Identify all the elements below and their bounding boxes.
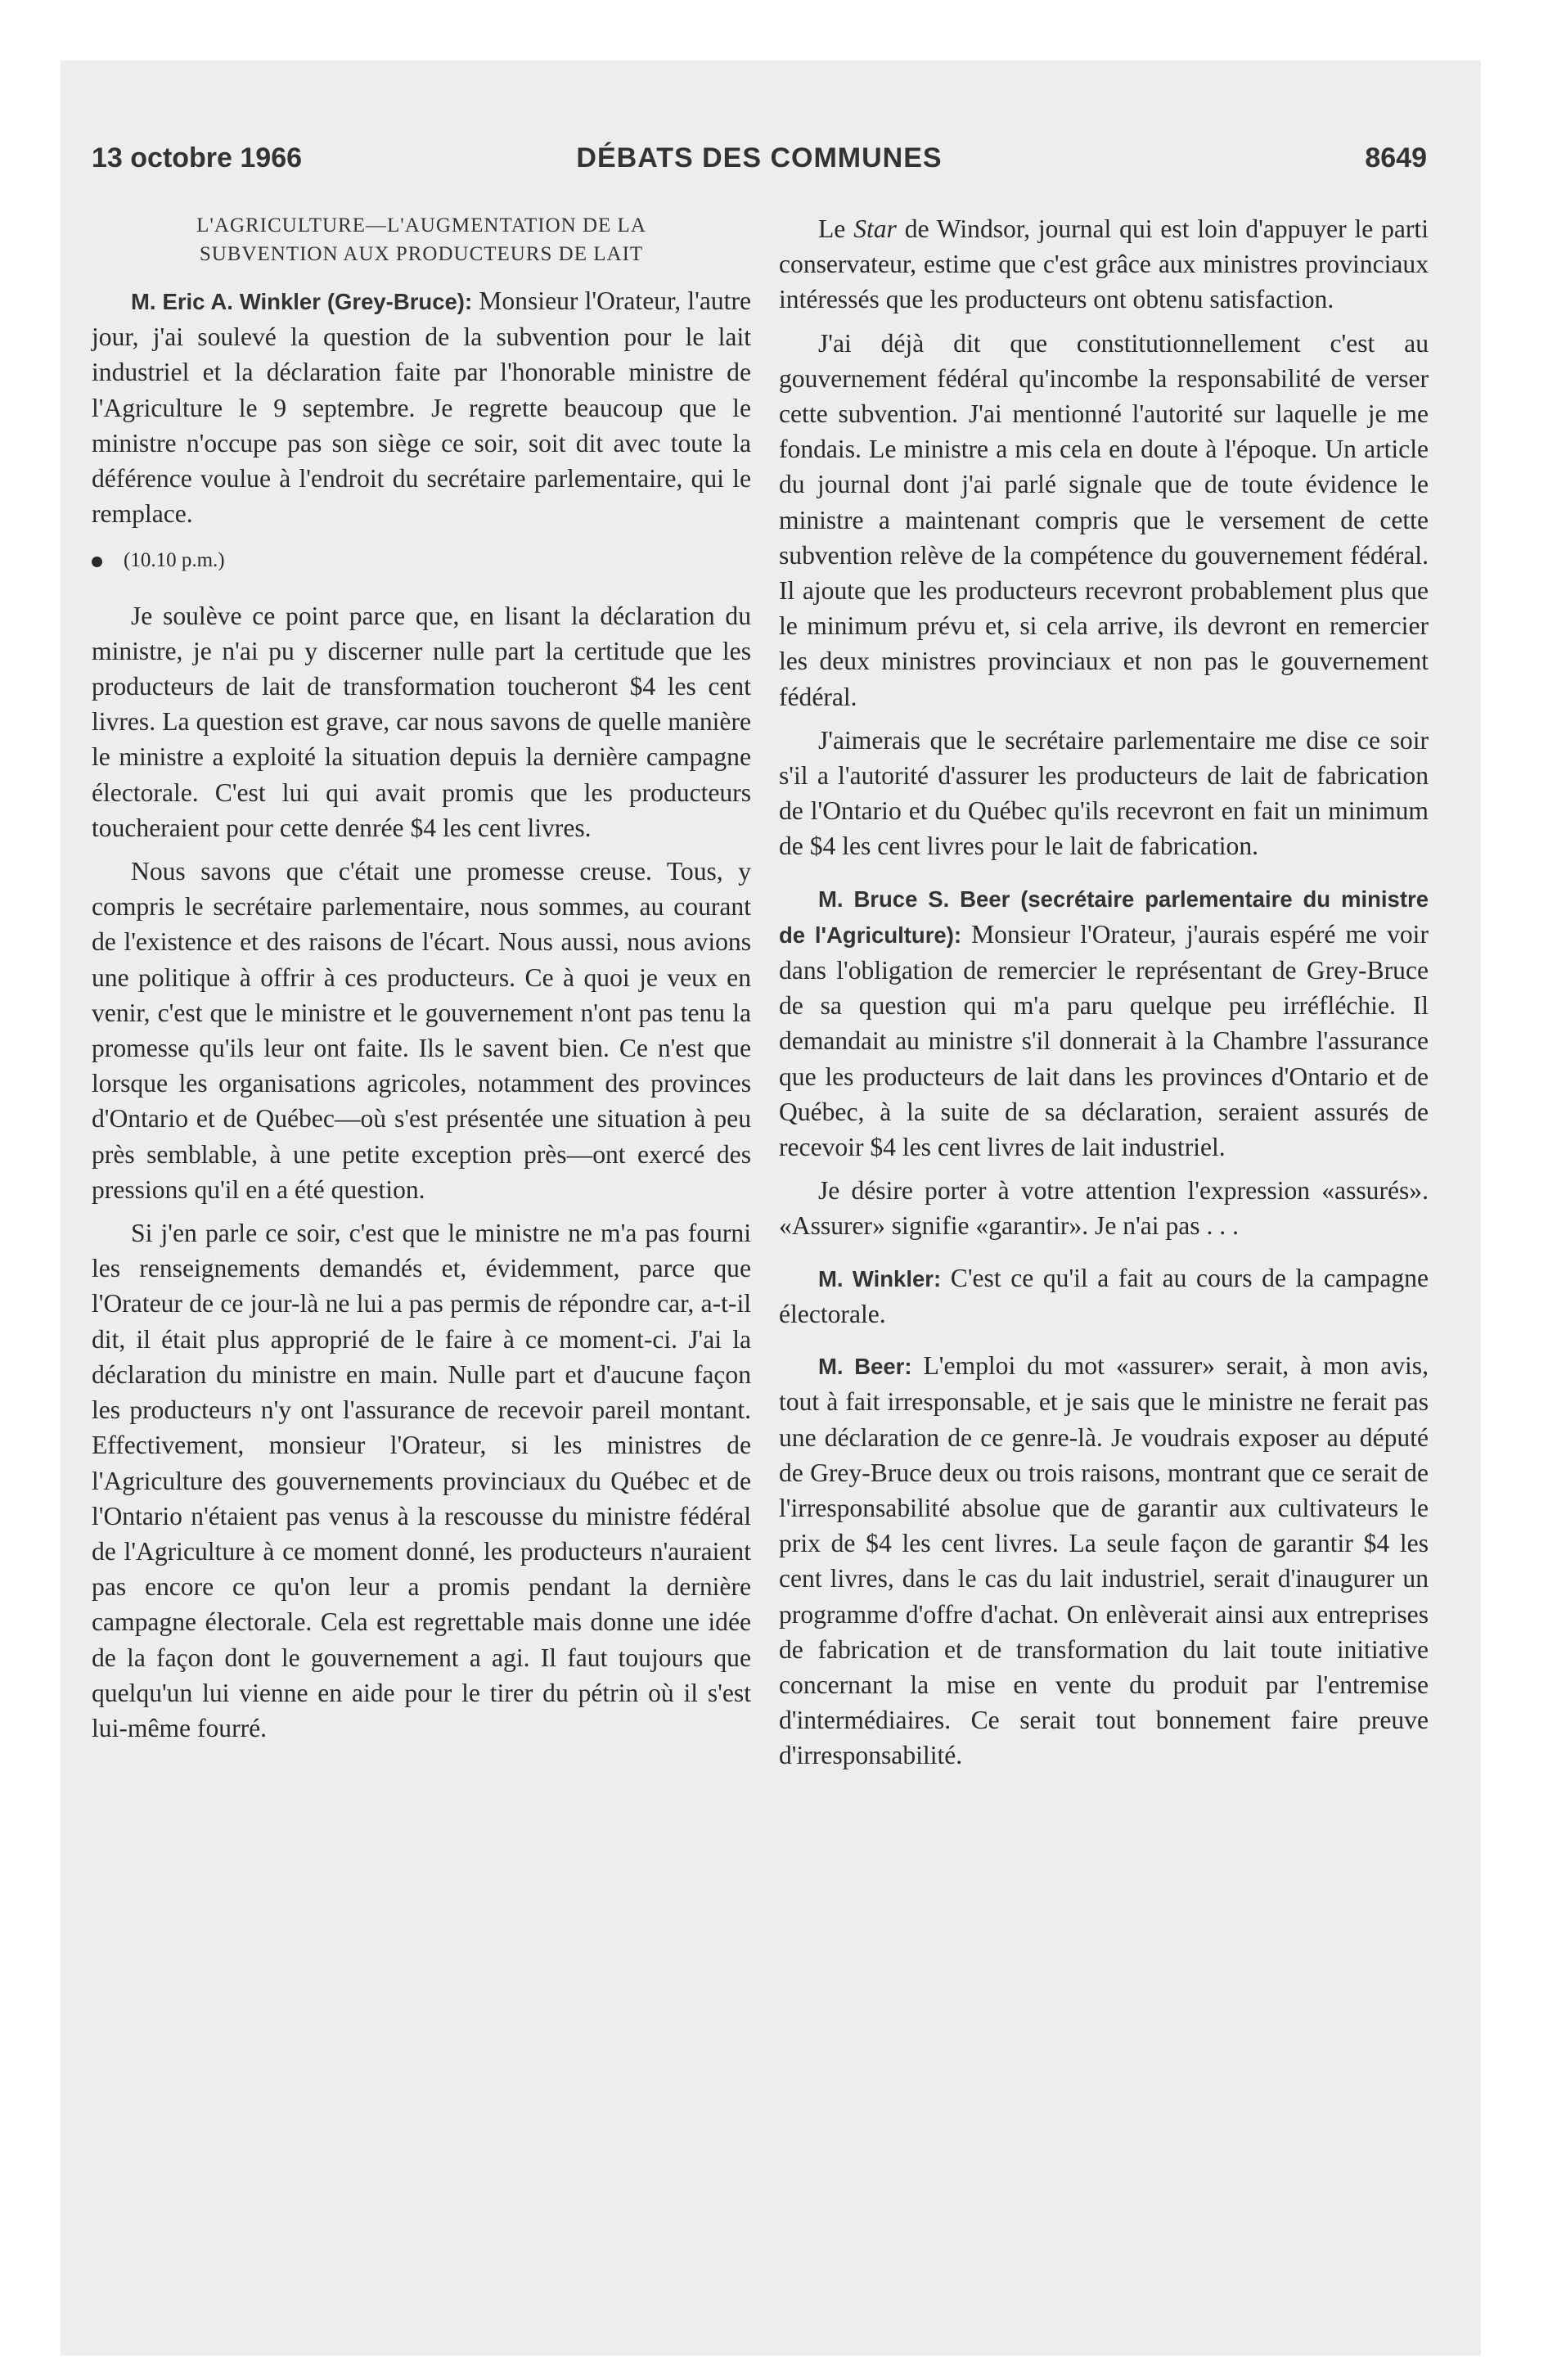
header-title: DÉBATS DES COMMUNES [576,142,943,174]
page-number: 8649 [1365,142,1427,174]
speech-beer-2 [779,1348,1429,1773]
speech-winkler-2 [779,1260,1429,1332]
paragraph: Je soulève ce point parce que, en lisant la déclaration du ministre, je n'ai pu y discerner nulle part la certitude que les producteurs de lait de transformation toucheront $4 les cent livres. La question est grave, car nous savons de quelle manière le ministre a exploité la situation depuis la dernière campagne électorale. C'est lui qui avait promis que les producteurs toucheraient pour cette denrée $4 les cent livres. [92,601,751,842]
speech-text: C'est ce qu'il a fait au cours de la campagne électorale. [779,1263,1429,1328]
left-column [92,211,751,1754]
paragraph: J'ai déjà dit que constitutionnellement c'est au gouvernement fédéral qu'incombe la responsabilité de verser cette subvention. J'ai mentionné l'autorité sur laquelle je me fondais. Le ministre a mis cela en doute à l'époque. Un article du journal dont j'ai parlé signale que de toute évidence le ministre a maintenant compris que le versement de cette subvention relève de la compétence du gouvernement fédéral. Il ajoute que les producteurs recevront probablement plus que le minimum prévu et, si cela arrive, ils devront en remercier les deux ministres provinciaux et non pas le gouvernement fédéral. [779,328,1429,711]
running-head [92,142,1427,183]
newspaper-name: Star [853,214,897,243]
bullet-icon [92,557,102,567]
paragraph: Si j'en parle ce soir, c'est que le ministre ne m'a pas fourni les renseignements demandés et, évidemment, parce que l'Orateur de ce jour-là ne lui a pas permis de répondre car, a-t-il dit, il était plus approprié de le faire à ce moment-ci. J'ai la déclaration du ministre en main. Nulle part et d'aucune façon les producteurs n'y ont l'assurance de recevoir pareil montant. Effectivement, monsieur l'Orateur, si les ministres de l'Agriculture des gouvernements provinciaux du Québec et de l'Ontario n'étaient pas venus à la rescousse du ministre fédéral de l'Agriculture à ce moment donné, les producteurs n'auraient pas encore ce qu'on leur a promis pendant la dernière campagne électorale. Cela est regrettable mais donne une idée de la façon dont le gouvernement a agi. Il faut toujours que quelqu'un lui vienne en aide pour le tirer du pétrin où il s'est lui-même fourré. [92,1219,751,1742]
paragraph: J'aimerais que le secrétaire parlementaire me dise ce soir s'il a l'autorité d'assurer les producteurs de lait de fabrication de l'Ontario et du Québec qu'ils recevront en fait un minimum de $4 les cent livres pour le lait de fabrication. [779,725,1429,861]
right-column [779,211,1429,1782]
section-heading-line-2: SUBVENTION AUX PRODUCTEURS DE LAIT [199,243,644,265]
timestamp-text: (10.10 p.m.) [124,549,225,572]
speaker-name: M. Beer: [818,1354,912,1380]
timestamp [92,543,751,578]
paragraph-text: de Windsor, journal qui est loin d'appuyer le parti conservateur, estime que c'est grâce aux ministres provinciaux intéressés que les producteurs ont obtenu satisfaction. [779,214,1429,314]
paragraph: Je désire porter à votre attention l'expression «assurés». «Assurer» signifie «garantir». Je n'ai pas . . . [779,1176,1429,1241]
header-date: 13 octobre 1966 [92,142,303,174]
speech-beer-1 [779,881,1429,1165]
speech-winkler-1 [92,283,751,531]
speech-text: Monsieur l'Orateur, l'autre jour, j'ai soulevé la question de la subvention pour le lait industriel et la déclaration faite par l'honorable ministre de l'Agriculture le 9 septembre. Je regrette beaucoup que le ministre n'occupe pas son siège ce soir, soit dit avec toute la déférence voulue à l'endroit du secrétaire parlementaire, qui le remplace. [92,286,751,529]
speaker-name: M. Winkler: [818,1265,942,1291]
speaker-name: M. Bruce S. Beer (secrétaire parlementaire du ministre de l'Agriculture): [779,886,1429,948]
section-heading-line-1: L'AGRICULTURE—L'AUGMENTATION DE LA [196,214,646,237]
paragraph: Nous savons que c'était une promesse creuse. Tous, y compris le secrétaire parlementaire, nous sommes, au courant de l'existence et des raisons de l'écart. Nous aussi, nous avions une politique à offrir à ces producteurs. Ce à quoi je veux en venir, c'est que le ministre et le gouvernement n'ont pas tenu la promesse qu'ils leur ont faite. Ils le savent bien. Ce n'est que lorsque les organisations agricoles, notamment des provinces d'Ontario et de Québec—où s'est présentée une situation à peu près semblable, à une petite exception près—ont exercé des pressions qu'il en a été question. [92,857,751,1204]
speaker-name: M. Eric A. Winkler (Grey-Bruce): [131,289,473,314]
speech-text: Monsieur l'Orateur, j'aurais espéré me voir dans l'obligation de remercier le représentant de Grey-Bruce de sa question qui m'a paru quelque peu irréfléchie. Il demandait au ministre s'il donnerait à la Chambre l'assurance que les producteurs de lait dans les provinces d'Ontario et de Québec, à la suite de sa déclaration, seraient assurés de recevoir $4 les cent livres de lait industriel. [779,919,1429,1162]
paragraph [779,211,1429,318]
speech-text: L'emploi du mot «assurer» serait, à mon avis, tout à fait irresponsable, et je sais que le ministre ne ferait pas une déclaration de ce genre-là. Je voudrais exposer au député de Grey-Bruce deux ou trois raisons, montrant que ce serait de l'irresponsabilité absolue que de garantir aux cultivateurs le prix de $4 les cent livres. La seule façon de garantir $4 les cent livres, dans le cas du lait industriel, serait d'inaugurer un programme d'offre d'achat. On enlèverait ainsi aux entreprises de fabrication et de transformation du lait toute initiative concernant la mise en vente du produit par l'entremise d'intermédiaires. Ce serait tout bonnement faire preuve d'irresponsabilité. [779,1351,1429,1770]
paragraph-text: Le [818,214,854,243]
section-heading [92,211,751,268]
